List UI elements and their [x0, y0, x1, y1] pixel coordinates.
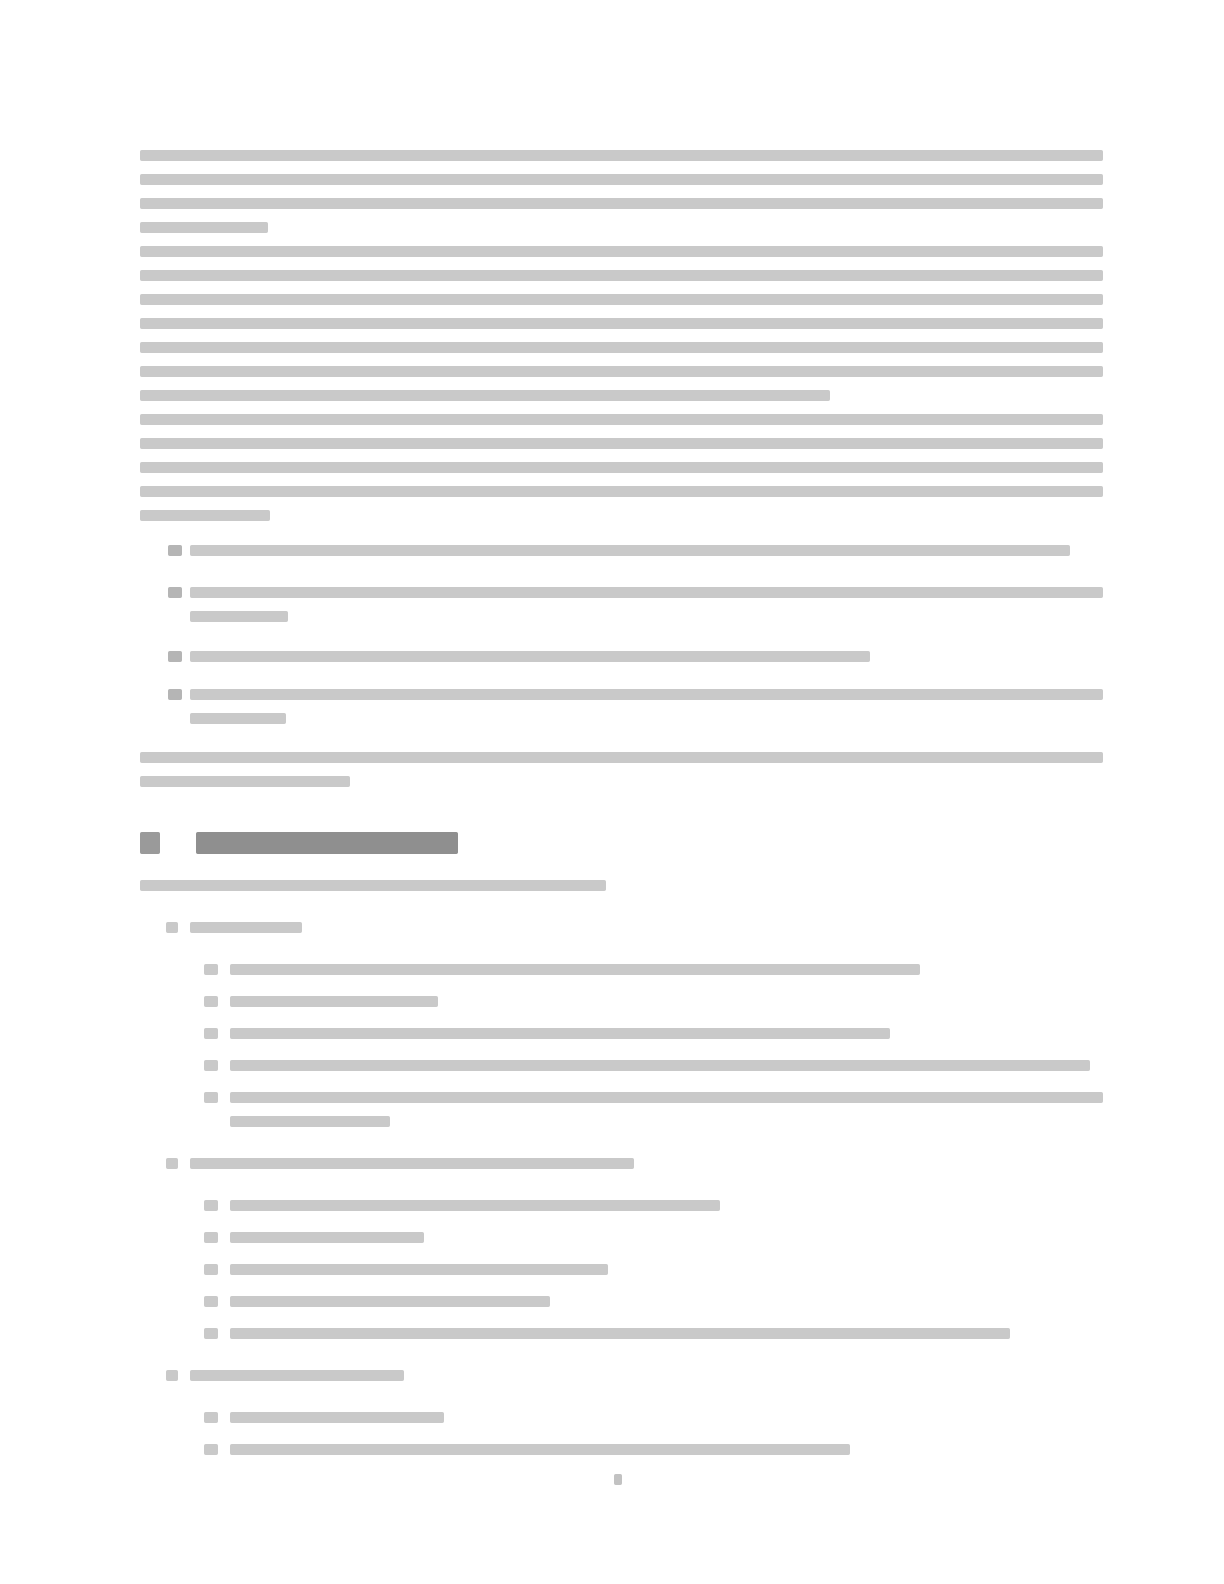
text-line — [140, 776, 350, 787]
sub-item-marker — [204, 1444, 218, 1455]
text-line — [140, 462, 1103, 473]
text-line — [140, 270, 1103, 281]
section-number — [140, 832, 160, 854]
bullet-marker — [168, 545, 182, 556]
text-line — [140, 198, 1103, 209]
sub-item-marker — [204, 1028, 218, 1039]
text-line — [230, 1296, 550, 1307]
text-line — [230, 1116, 390, 1127]
sub-item-marker — [204, 1264, 218, 1275]
text-line — [230, 1444, 850, 1455]
text-line — [140, 174, 1103, 185]
sub-item-marker — [204, 964, 218, 975]
text-line — [230, 1264, 608, 1275]
item-label — [190, 922, 302, 933]
section-title — [196, 832, 458, 854]
bullet-marker — [168, 689, 182, 700]
text-line — [140, 318, 1103, 329]
sub-item-marker — [204, 1200, 218, 1211]
sub-item-marker — [204, 1412, 218, 1423]
text-line — [140, 246, 1103, 257]
text-line — [190, 713, 286, 724]
sub-item-marker — [204, 1328, 218, 1339]
text-line — [230, 964, 920, 975]
bullet-marker — [168, 651, 182, 662]
sub-item-marker — [204, 1060, 218, 1071]
item-number — [166, 1370, 178, 1381]
text-line — [140, 150, 1103, 161]
text-line — [190, 545, 1070, 556]
text-line — [140, 486, 1103, 497]
sub-item-marker — [204, 1296, 218, 1307]
item-number — [166, 922, 178, 933]
text-line — [190, 587, 1103, 598]
text-line — [140, 222, 268, 233]
text-line — [140, 366, 1103, 377]
text-line — [140, 438, 1103, 449]
item-label — [190, 1158, 634, 1169]
text-line — [230, 1060, 1090, 1071]
text-line — [230, 1328, 1010, 1339]
item-number — [166, 1158, 178, 1169]
text-line — [140, 510, 270, 521]
text-line — [190, 689, 1103, 700]
text-line — [230, 1028, 890, 1039]
text-line — [140, 414, 1103, 425]
page-number — [614, 1474, 622, 1485]
item-label — [190, 1370, 404, 1381]
text-line — [140, 342, 1103, 353]
text-line — [190, 611, 288, 622]
text-line — [140, 294, 1103, 305]
text-line — [190, 651, 870, 662]
text-line — [230, 1092, 1103, 1103]
bullet-marker — [168, 587, 182, 598]
text-line — [230, 996, 438, 1007]
text-line — [140, 752, 1103, 763]
sub-item-marker — [204, 1092, 218, 1103]
text-line — [140, 390, 830, 401]
sub-item-marker — [204, 1232, 218, 1243]
text-line — [140, 880, 606, 891]
text-line — [230, 1412, 444, 1423]
text-line — [230, 1232, 424, 1243]
sub-item-marker — [204, 996, 218, 1007]
text-line — [230, 1200, 720, 1211]
